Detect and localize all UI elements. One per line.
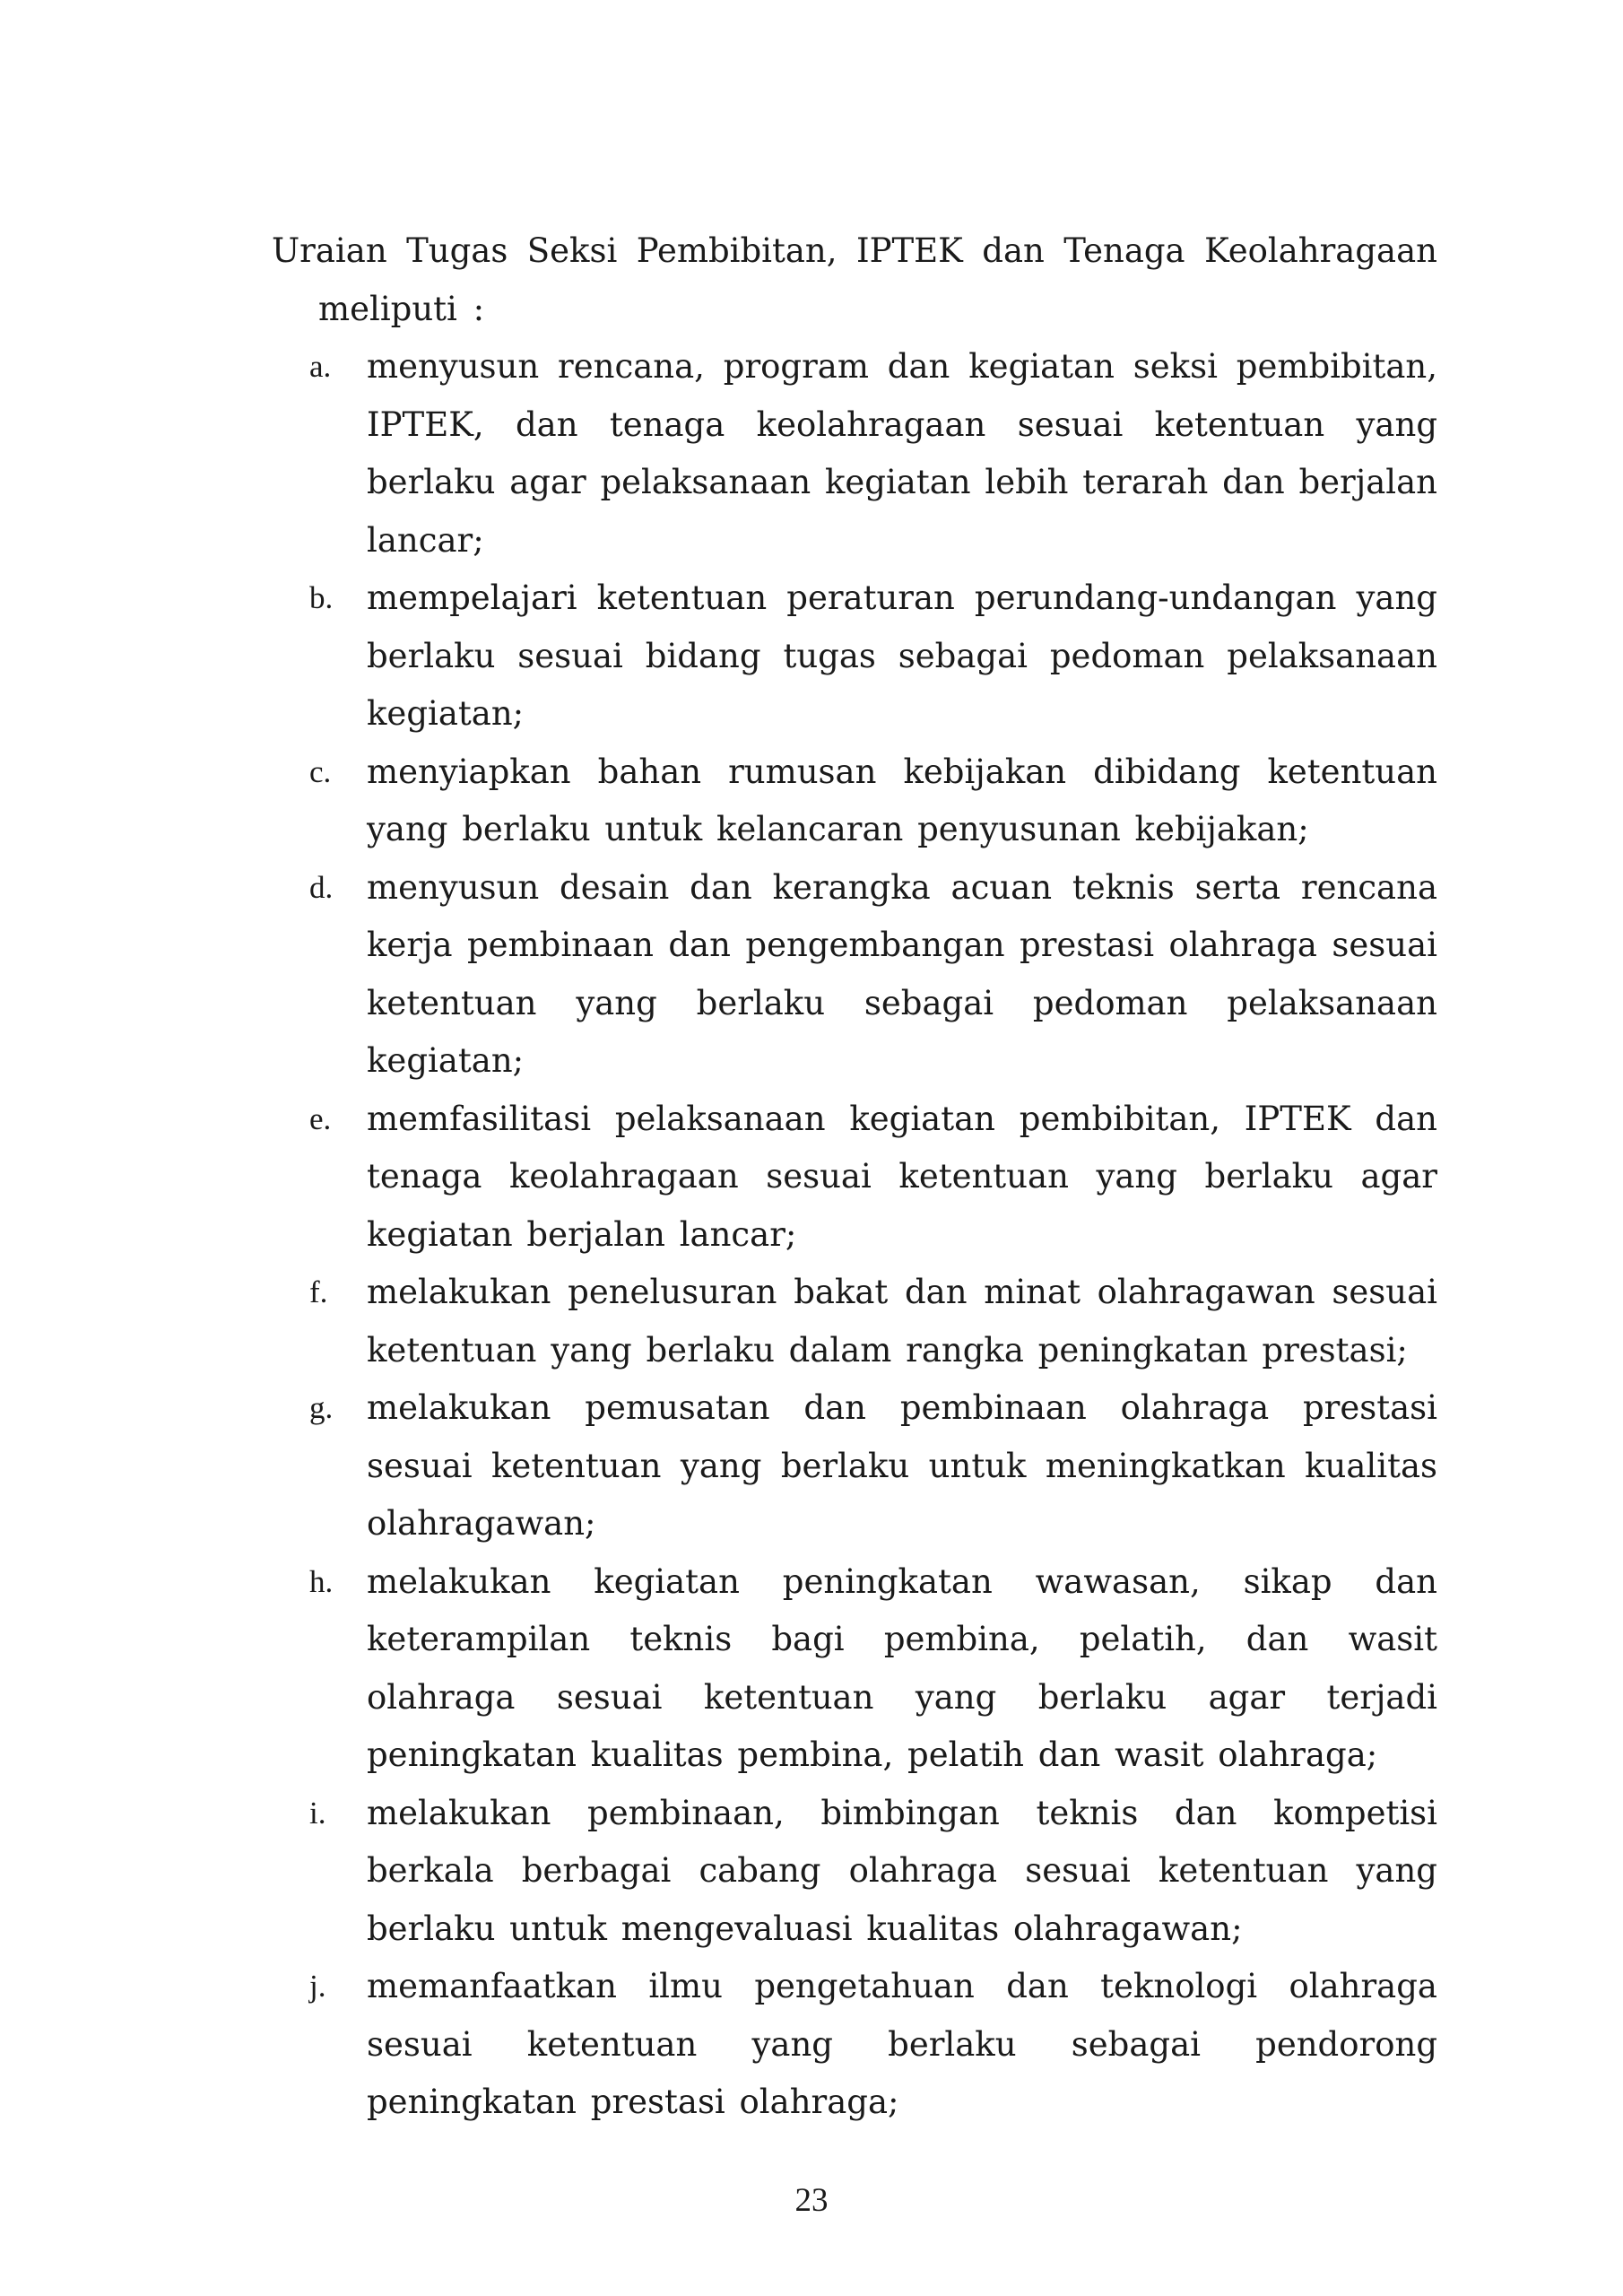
- page-number: 23: [794, 2182, 829, 2219]
- task-list: [272, 338, 1437, 2132]
- list-item-text: memanfaatkan ilmu pengetahuan dan teknologi olahraga sesuai ketentuan yang berlaku sebagai pendorong peningkatan prestasi olahraga;: [367, 1967, 1437, 2121]
- list-marker: e.: [309, 1100, 332, 1136]
- list-item-text: memfasilitasi pelaksanaan kegiatan pembibitan, IPTEK dan tenaga keolahragaan sesuai ketentuan yang berlaku agar kegiatan berjalan lancar;: [367, 1099, 1437, 1254]
- list-item-text: menyusun desain dan kerangka acuan teknis serta rencana kerja pembinaan dan pengembangan prestasi olahraga sesuai ketentuan yang berlaku sebagai pedoman pelaksanaan kegiatan;: [367, 867, 1437, 1080]
- list-marker: a.: [309, 349, 332, 384]
- list-item-text: melakukan penelusuran bakat dan minat olahragawan sesuai ketentuan yang berlaku dalam rangka peningkatan prestasi;: [367, 1273, 1437, 1370]
- list-item: [272, 1379, 1437, 1553]
- list-marker: g.: [309, 1390, 334, 1425]
- list-marker: h.: [309, 1563, 334, 1599]
- list-item-text: melakukan pembinaan, bimbingan teknis dan kompetisi berkala berbagai cabang olahraga sesuai ketentuan yang berlaku untuk mengevaluasi kualitas olahragawan;: [367, 1793, 1437, 1948]
- list-item-text: melakukan pemusatan dan pembinaan olahraga prestasi sesuai ketentuan yang berlaku untuk meningkatkan kualitas olahragawan;: [367, 1388, 1437, 1543]
- list-marker: f.: [309, 1274, 328, 1309]
- list-item: [272, 744, 1437, 859]
- list-item: [272, 1091, 1437, 1265]
- list-item: [272, 570, 1437, 744]
- list-item-text: melakukan kegiatan peningkatan wawasan, sikap dan keterampilan teknis bagi pembina, pelatih, dan wasit olahraga sesuai ketentuan yang berlaku agar terjadi peningkatan kualitas pembina, pelatih dan wasit olahraga;: [367, 1561, 1437, 1774]
- list-item: [272, 1553, 1437, 1785]
- list-marker: c.: [309, 753, 332, 789]
- list-item: [272, 338, 1437, 570]
- list-marker: i.: [309, 1795, 326, 1831]
- list-item-text: menyiapkan bahan rumusan kebijakan dibidang ketentuan yang berlaku untuk kelancaran penyusunan kebijakan;: [367, 752, 1437, 848]
- list-marker: j.: [309, 1969, 326, 2004]
- list-item-text: menyusun rencana, program dan kegiatan seksi pembibitan, IPTEK, dan tenaga keolahragaan sesuai ketentuan yang berlaku agar pelaksanaan kegiatan lebih terarah dan berjalan lancar;: [367, 347, 1437, 560]
- list-item: [272, 1958, 1437, 2132]
- list-item: [272, 1785, 1437, 1959]
- list-item: [272, 859, 1437, 1091]
- list-marker: d.: [309, 869, 334, 905]
- document-body: [272, 222, 1437, 2132]
- intro-paragraph: Uraian Tugas Seksi Pembibitan, IPTEK dan Tenaga Keolahragaan meliputi :: [272, 231, 1437, 328]
- list-marker: b.: [309, 580, 334, 615]
- list-item-text: mempelajari ketentuan peraturan perundang-undangan yang berlaku sesuai bidang tugas sebagai pedoman pelaksanaan kegiatan;: [367, 578, 1437, 733]
- list-item: [272, 1264, 1437, 1379]
